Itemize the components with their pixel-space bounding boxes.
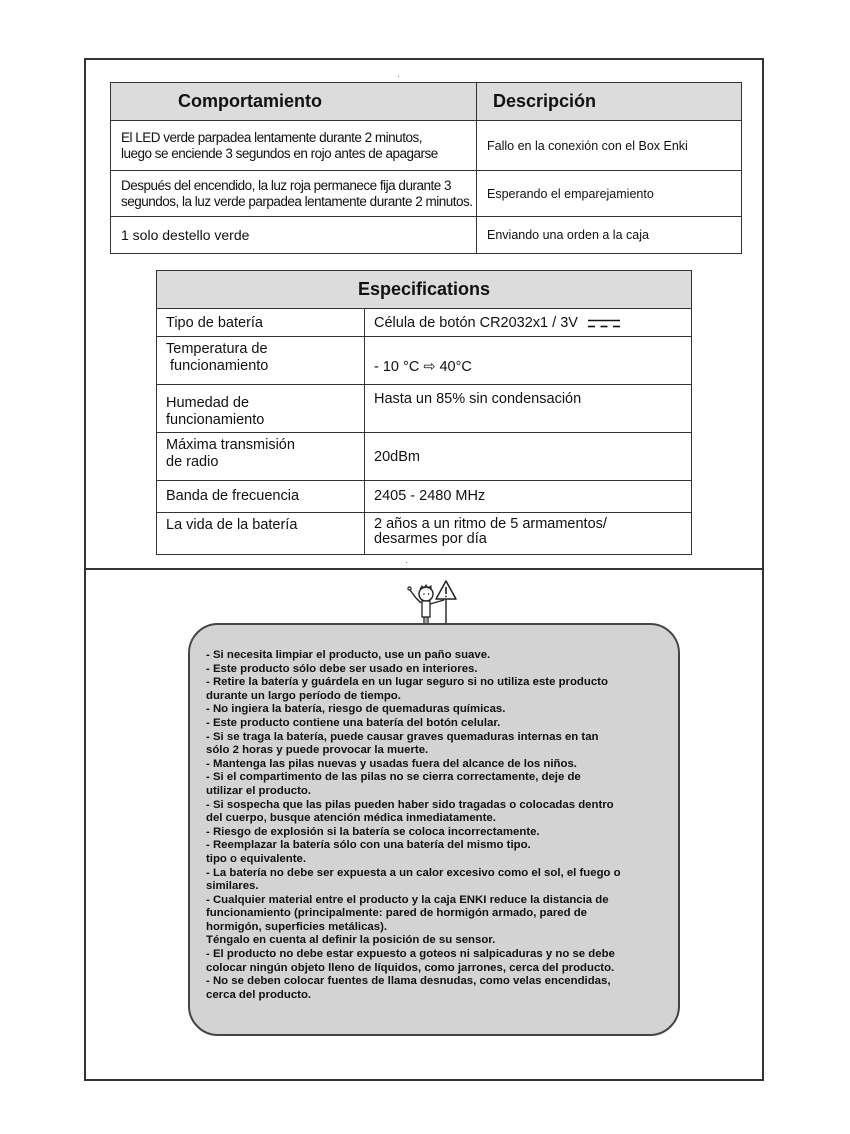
warning-line: Téngalo en cuenta al definir la posición de su sensor. <box>206 934 496 947</box>
stray-dot <box>406 562 407 563</box>
warnings-list <box>206 649 676 1002</box>
spec-label: Banda de frecuencia <box>157 481 365 513</box>
warning-line: - Si sospecha que las pilas pueden haber sido tragadas o colocadas dentro <box>206 798 614 811</box>
spec-label: Temperatura de funcionamiento <box>157 337 365 385</box>
warning-line: - No ingiera la batería, riesgo de quemaduras químicas. <box>206 703 506 716</box>
warning-line: colocar ningún objeto lleno de líquidos, como jarrones, cerca del producto. <box>206 961 615 974</box>
description-cell: Esperando el emparejamiento <box>477 171 742 217</box>
specs-title: Especifications <box>157 271 692 309</box>
spec-value: Célula de botón CR2032x1 / 3V <box>365 309 692 337</box>
description-cell: Fallo en la conexión con el Box Enki <box>477 121 742 171</box>
specs-header-row <box>157 271 692 309</box>
spec-label: Tipo de batería <box>157 309 365 337</box>
warning-line: - Si el compartimento de las pilas no se cierra correctamente, deje de <box>206 771 581 784</box>
warning-line: - Si necesita limpiar el producto, use un paño suave. <box>206 649 491 661</box>
warning-line: - Riesgo de explosión si la batería se coloca incorrectamente. <box>206 825 540 838</box>
spec-value: 2405 - 2480 MHz <box>365 481 692 513</box>
warning-line: - Este producto sólo debe ser usado en interiores. <box>206 662 478 675</box>
table-row <box>157 385 692 433</box>
warning-line: - Este producto contiene una batería del botón celular. <box>206 716 501 729</box>
spec-value: Hasta un 85% sin condensación <box>365 385 692 433</box>
table-row <box>111 217 742 254</box>
behavior-cell: El LED verde parpadea lentamente durante 2 minutos, luego se enciende 3 segundos en rojo antes de apagarse <box>111 121 477 171</box>
warning-line: - La batería no debe ser expuesta a un calor excesivo como el sol, el fuego o <box>206 866 621 879</box>
table-row <box>157 481 692 513</box>
warning-line: - El producto no debe estar expuesto a goteos ni salpicaduras y no se debe <box>206 948 615 961</box>
description-header: Descripción <box>477 83 742 121</box>
table-row <box>157 337 692 385</box>
behavior-table <box>110 82 742 254</box>
warning-line: - Retire la batería y guárdela en un lugar seguro si no utiliza este producto <box>206 676 608 689</box>
warning-line: - Reemplazar la batería sólo con una batería del mismo tipo. <box>206 839 531 852</box>
table-row <box>157 433 692 481</box>
specifications-table <box>156 270 692 555</box>
table-row <box>111 171 742 217</box>
spec-value: 2 años a un ritmo de 5 armamentos/ desarmes por día <box>365 513 692 555</box>
warning-line: - Mantenga las pilas nuevas y usadas fuera del alcance de los niños. <box>206 757 577 770</box>
spec-label: Máxima transmisión de radio <box>157 433 365 481</box>
spec-label: Humedad de funcionamiento <box>157 385 365 433</box>
spec-value: - 10 °C ⇨ 40°C <box>365 337 692 385</box>
stray-dot <box>398 76 399 77</box>
warning-line: tipo o equivalente. <box>206 852 306 865</box>
table-row <box>157 513 692 555</box>
behavior-cell: 1 solo destello verde <box>111 217 477 254</box>
warning-line: - No se deben colocar fuentes de llama desnudas, como velas encendidas, <box>206 975 611 988</box>
warning-line: funcionamiento (principalmente: pared de hormigón armado, pared de <box>206 907 588 920</box>
warning-line: hormigón, superficies metálicas). <box>206 920 388 933</box>
warning-line: cerca del producto. <box>206 988 312 1001</box>
warning-line: - Cualquier material entre el producto y la caja ENKI reduce la distancia de <box>206 893 609 906</box>
table-row <box>111 121 742 171</box>
behavior-header: Comportamiento <box>111 83 477 121</box>
behavior-cell: Después del encendido, la luz roja permanece fija durante 3 segundos, la luz verde parpadea lentamente durante 2 minutos. <box>111 171 477 217</box>
description-cell: Enviando una orden a la caja <box>477 217 742 254</box>
warning-line: sólo 2 horas y puede provocar la muerte. <box>206 744 429 757</box>
warning-line: utilizar el producto. <box>206 784 312 797</box>
spec-label: La vida de la batería <box>157 513 365 555</box>
dc-current-symbol-icon <box>588 319 620 328</box>
warning-line: similares. <box>206 880 259 893</box>
warning-line: durante un largo período de tiempo. <box>206 689 401 702</box>
warning-line: del cuerpo, busque atención médica inmediatamente. <box>206 812 496 825</box>
table-row <box>157 309 692 337</box>
behavior-header-row <box>111 83 742 121</box>
warning-line: - Si se traga la batería, puede causar graves quemaduras internas en tan <box>206 730 599 743</box>
spec-value: 20dBm <box>365 433 692 481</box>
